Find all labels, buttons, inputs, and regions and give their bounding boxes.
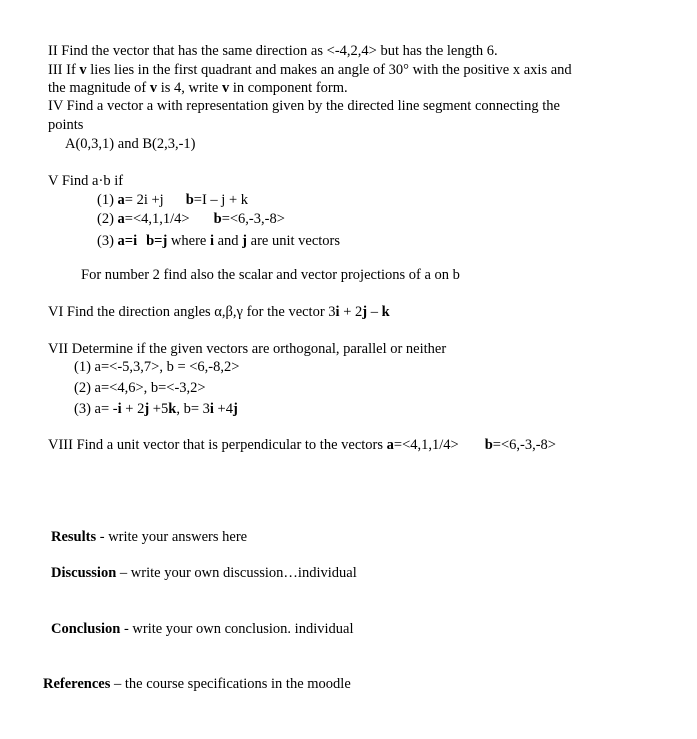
q3-text: in component form. <box>229 80 348 96</box>
q5-text: (2) <box>97 211 118 227</box>
q5-eq: = <box>124 233 134 249</box>
q6-text: VI Find the direction angles α,β,γ for the vector 3 <box>48 304 336 320</box>
q5-i: i <box>209 233 214 249</box>
q2-vector: <-4,2,4> <box>326 43 377 59</box>
q5-text: (1) <box>97 192 118 208</box>
q5-b: b <box>185 192 194 208</box>
q6-text: + 2 <box>339 304 363 320</box>
q3-text: is 4, write <box>157 80 222 96</box>
q7-i: i <box>209 401 214 417</box>
q5-a: a <box>117 192 125 208</box>
q5-b: b <box>213 211 222 227</box>
q6-text: – <box>367 304 382 320</box>
q2-pre: II Find the vector that has the same direction as <box>48 43 327 59</box>
q6-k: k <box>381 304 390 320</box>
question-3-line-2 <box>48 79 348 97</box>
q7-text: (3) a= - <box>74 401 118 417</box>
question-2 <box>48 42 498 60</box>
q7-text: +5 <box>149 401 169 417</box>
q5-a: a <box>117 211 125 227</box>
q5-text: = 2i +j <box>124 192 164 208</box>
question-7-part-3 <box>74 400 238 418</box>
discussion-label: Discussion <box>51 565 117 581</box>
q3-text: III If <box>48 62 80 78</box>
q5-text: =I – j + k <box>193 192 249 208</box>
question-5-title: V Find a·b if <box>48 173 124 189</box>
discussion-section <box>51 564 357 582</box>
references-label: References <box>43 676 111 692</box>
q7-text: , b= 3 <box>176 401 210 417</box>
q7-k: k <box>168 401 177 417</box>
q8-a: a <box>386 437 394 453</box>
q3-text: lies lies in the first quadrant and makes an angle of 30° with the positive x axis and <box>86 62 572 78</box>
q6-i: i <box>335 304 340 320</box>
conclusion-label: Conclusion <box>51 621 121 637</box>
q5-a: a <box>117 233 125 249</box>
question-5-note: For number 2 find also the scalar and vector projections of a on b <box>81 267 460 283</box>
results-label: Results <box>51 529 97 545</box>
q3-v: v <box>79 62 87 78</box>
q5-text: =<6,-3,-8> <box>221 211 285 227</box>
q5-j: j <box>242 233 248 249</box>
q7-text: + 2 <box>121 401 145 417</box>
question-4-points: A(0,3,1) and B(2,3,-1) <box>65 136 196 152</box>
question-4-line-2: points <box>48 117 84 133</box>
results-section <box>51 528 247 546</box>
references-text: – the course specifications in the moodle <box>110 676 351 692</box>
conclusion-text: - write your own conclusion. individual <box>120 621 354 637</box>
question-3-line-1 <box>48 61 572 79</box>
question-5-part-3 <box>97 232 340 250</box>
q8-text: =<6,-3,-8> <box>492 437 556 453</box>
q5-text: and <box>213 233 243 249</box>
question-5-part-2 <box>97 210 285 228</box>
question-4-line-1: IV Find a vector a with representation given by the directed line segment connecting the <box>48 98 560 114</box>
q3-text: the magnitude of <box>48 80 150 96</box>
q5-text: where <box>167 233 210 249</box>
q5-text: =<4,1,1/4> <box>124 211 190 227</box>
q8-text: VIII Find a unit vector that is perpendicular to the vectors <box>48 437 387 453</box>
q7-j: j <box>144 401 150 417</box>
q5-text: are unit vectors <box>247 233 341 249</box>
q3-v: v <box>149 80 158 96</box>
q3-v: v <box>221 80 230 96</box>
references-section <box>43 675 351 693</box>
conclusion-section <box>51 620 353 638</box>
q5-i: i <box>133 233 138 249</box>
question-7-part-1: (1) a=<-5,3,7>, b = <6,-8,2> <box>74 359 240 375</box>
q5-eq: = <box>154 233 163 249</box>
question-7-part-2: (2) a=<4,6>, b=<-3,2> <box>74 380 206 396</box>
question-8 <box>48 436 556 454</box>
q2-post: but has the length 6. <box>376 43 498 59</box>
q7-i: i <box>117 401 122 417</box>
discussion-text: – write your own discussion…individual <box>116 565 357 581</box>
question-6 <box>48 303 390 321</box>
q5-text: (3) <box>97 233 118 249</box>
q5-j: j <box>162 233 168 249</box>
q8-b: b <box>484 437 493 453</box>
q7-j: j <box>232 401 238 417</box>
question-7-title: VII Determine if the given vectors are orthogonal, parallel or neither <box>48 341 447 357</box>
q8-text: =<4,1,1/4> <box>393 437 459 453</box>
q7-text: +4 <box>213 401 233 417</box>
q6-j: j <box>362 304 368 320</box>
question-5-part-1 <box>97 191 248 209</box>
results-text: - write your answers here <box>96 529 248 545</box>
q5-b: b <box>146 233 155 249</box>
